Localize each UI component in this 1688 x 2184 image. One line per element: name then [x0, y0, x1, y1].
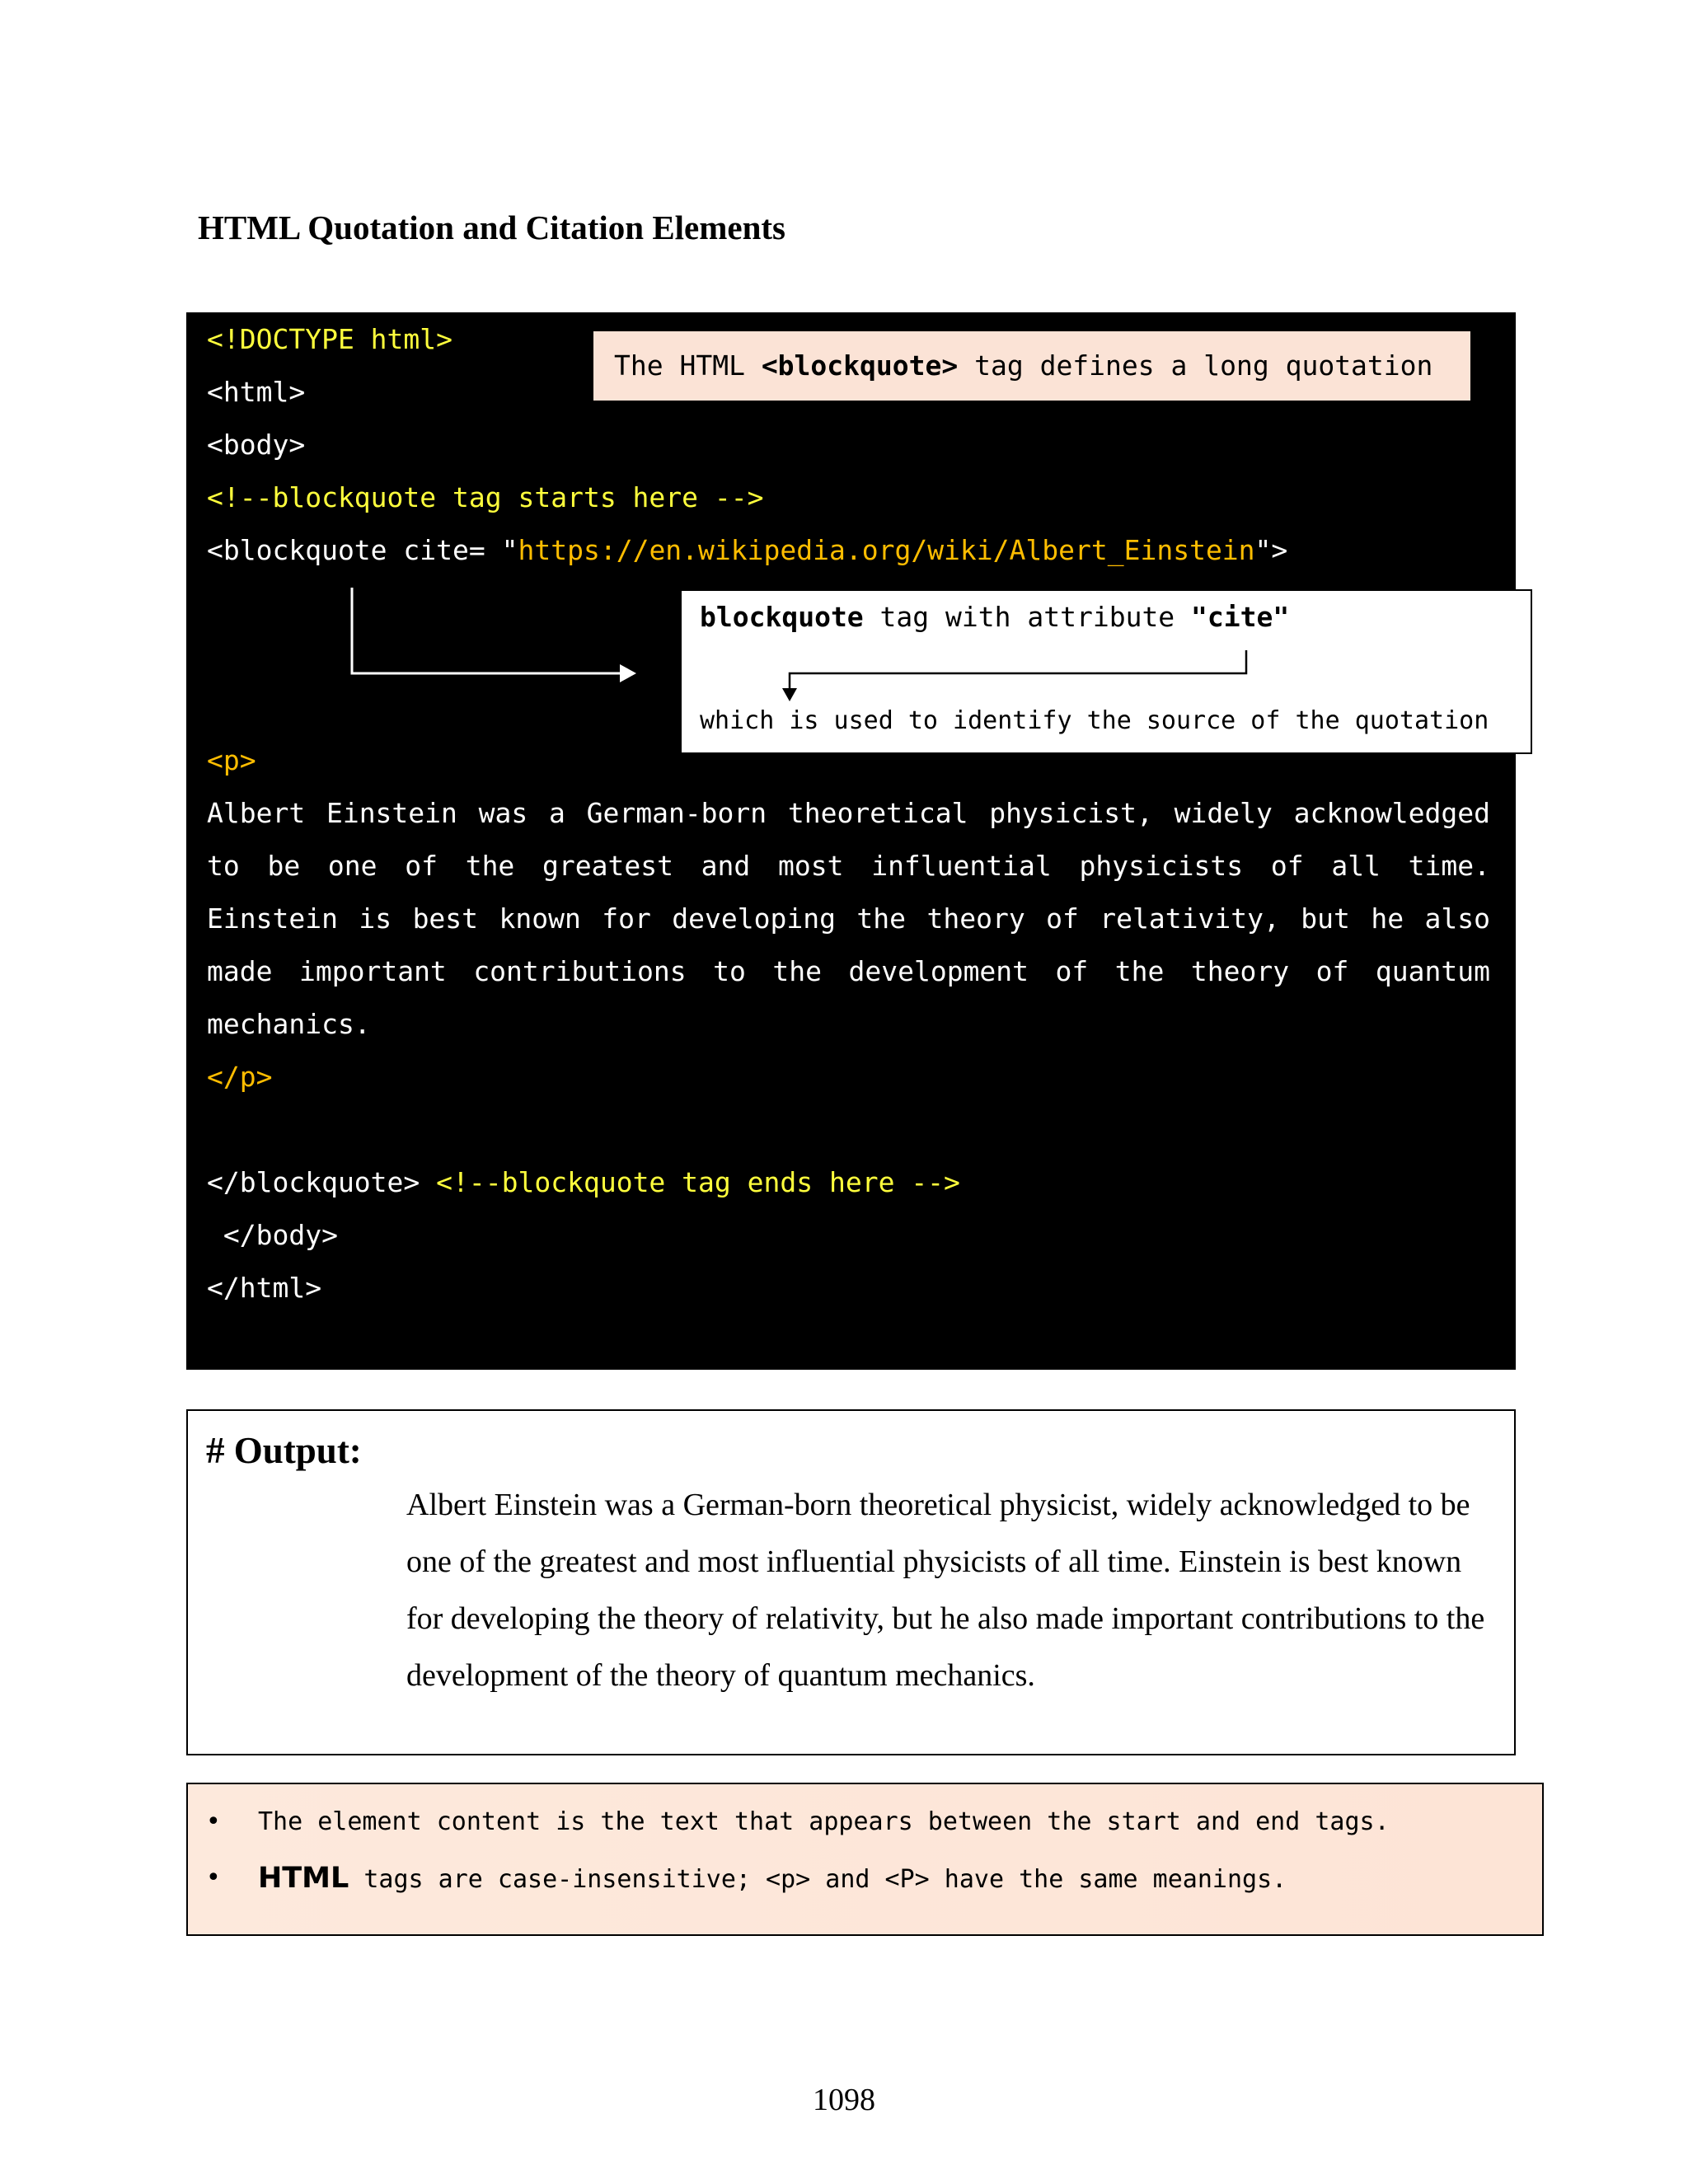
note-item — [258, 1862, 1287, 1895]
code-html-open: <html> — [207, 376, 306, 408]
bullet-icon: • — [206, 1807, 221, 1836]
cite-arrowhead — [782, 688, 797, 701]
output-blockquote-text: Albert Einstein was a German-born theoretical physicist, widely acknowledged to be one of the greatest and most influential physicists of all time. Einstein is best known for developing the theory of relativity, but he also made important contributions to the development of the theory of quantum mechanics. — [406, 1488, 1485, 1693]
page-number: 1098 — [813, 2083, 875, 2117]
code-comment-start: <!--blockquote tag starts here --> — [207, 481, 764, 513]
page-title: HTML Quotation and Citation Elements — [198, 209, 786, 246]
code-paragraph-line: Albert Einstein was a German-born theoretical physicist, widely acknowledged — [207, 797, 1490, 829]
definition-prefix: The HTML — [614, 349, 762, 382]
output-box — [186, 1409, 1516, 1755]
code-paragraph-line: Einstein is best known for developing the theory of relativity, but he also — [207, 902, 1490, 935]
cite-attribute-callout — [680, 589, 1532, 754]
note-rest: tags are case-insensitive; <p> and <P> have the same meanings. — [349, 1865, 1287, 1894]
notes-box — [186, 1783, 1544, 1936]
code-blockquote-suffix: "> — [1254, 534, 1288, 566]
code-body-close: </body> — [207, 1219, 338, 1251]
code-blockquote-url: https://en.wikipedia.org/wiki/Albert_Einstein — [518, 534, 1255, 566]
code-p-open: <p> — [207, 744, 256, 776]
code-blockquote-prefix: <blockquote cite= " — [207, 534, 518, 566]
cite-callout-description: which is used to identify the source of the quotation — [700, 706, 1489, 735]
code-doctype: <!DOCTYPE html> — [207, 323, 453, 355]
code-paragraph-line: made important contributions to the development of the theory of quantum — [207, 955, 1490, 987]
note-html-strong: HTML — [258, 1862, 349, 1895]
output-heading: # Output: — [206, 1430, 362, 1471]
cite-middle: tag with attribute — [863, 601, 1192, 633]
code-paragraph-line: to be one of the greatest and most influential physicists of all time. — [207, 850, 1490, 882]
connector-arrowhead-left — [620, 664, 636, 682]
definition-suffix: tag defines a long quotation — [958, 349, 1433, 382]
code-html-close: </html> — [207, 1272, 322, 1304]
definition-tag: <blockquote> — [761, 349, 959, 382]
note-item: The element content is the text that appears between the start and end tags. — [258, 1807, 1390, 1836]
code-paragraph-line: mechanics. — [207, 1008, 371, 1040]
bullet-icon: • — [206, 1863, 221, 1892]
cite-attr-name: "cite" — [1191, 601, 1290, 633]
code-comment-end: <!--blockquote tag ends here --> — [436, 1166, 960, 1198]
code-p-close: </p> — [207, 1061, 273, 1093]
connector-arrow-left — [352, 588, 620, 673]
code-blockquote-close-tag: </blockquote> — [207, 1166, 420, 1198]
cite-tag-name: blockquote — [700, 601, 864, 633]
code-body-open: <body> — [207, 429, 306, 461]
